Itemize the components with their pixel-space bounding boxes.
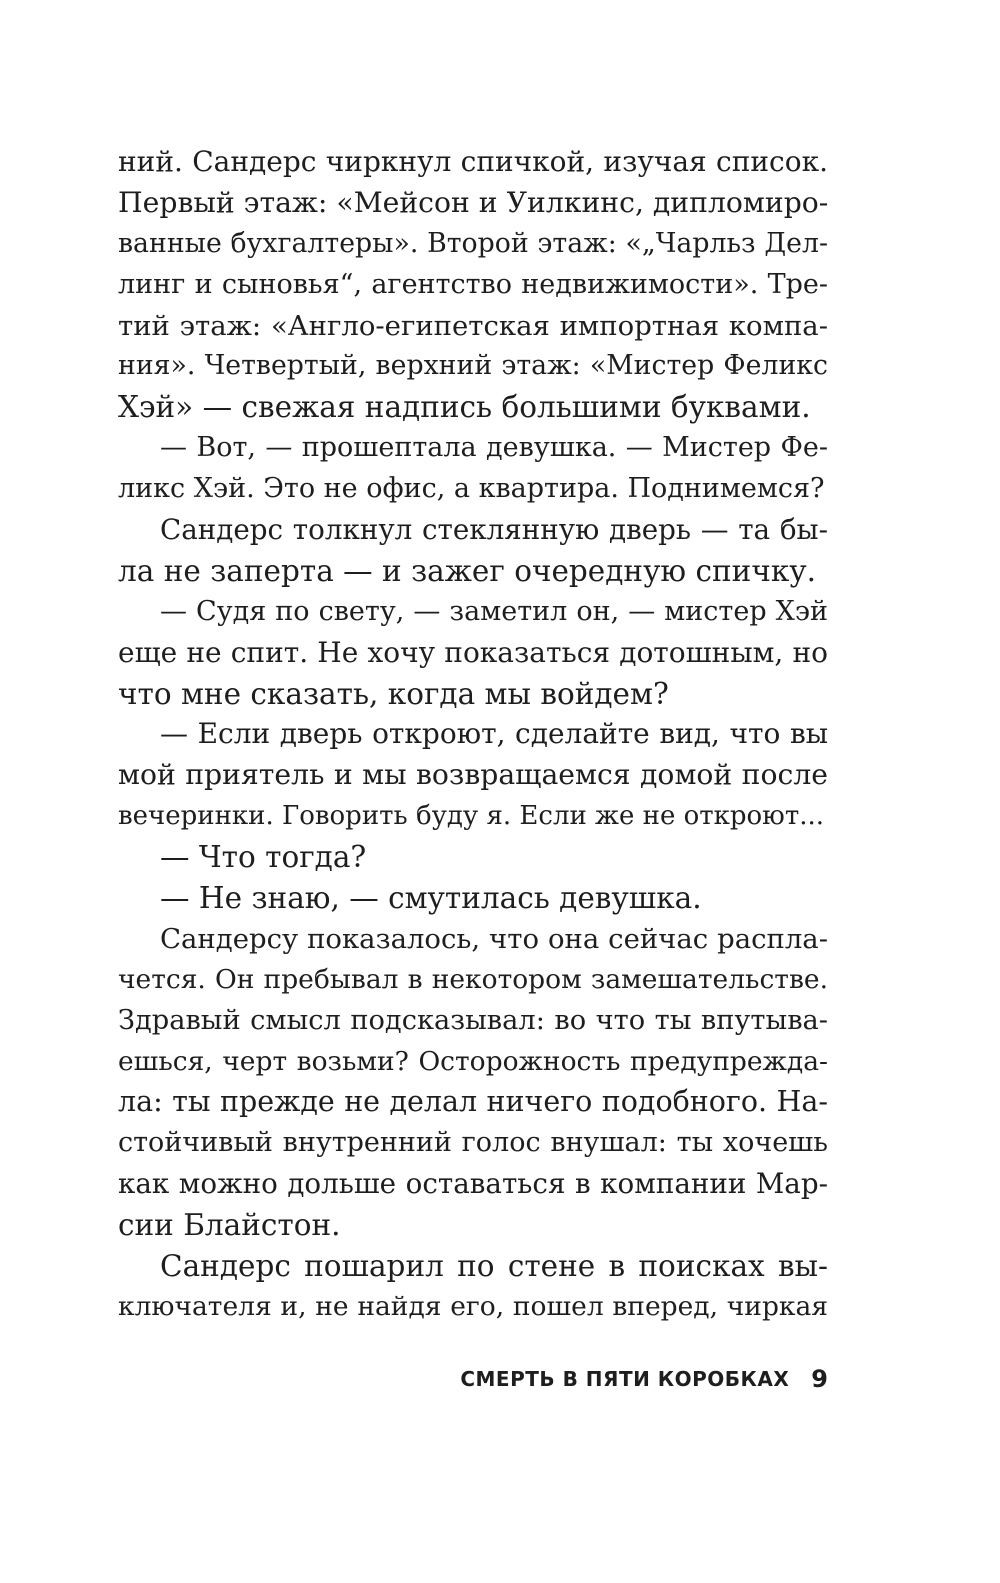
text-line: ешься, черт возьми? Осторожность предупрежда- <box>118 1045 828 1077</box>
text-line: ликс Хэй. Это не офис, а квартира. Поднимемся? <box>118 473 825 505</box>
text-line: сии Блайстон. <box>118 1208 341 1243</box>
text-line: что мне сказать, когда мы войдем? <box>118 676 669 711</box>
text-line: ла не заперта — и зажег очередную спичку. <box>118 553 817 588</box>
text-line: еще не спит. Не хочу показаться дотошным, но <box>118 635 828 669</box>
text-line: — Не знаю, — смутилась девушка. <box>160 881 702 916</box>
page-number: 9 <box>811 1365 828 1393</box>
text-line: ванные бухгалтеры». Второй этаж: «„Чарльз Дел- <box>118 227 828 259</box>
text-line: тий этаж: «Англо-египетская импортная компа- <box>118 309 828 342</box>
text-line: линг и сыновья“, агентство недвижимости». Тре- <box>118 268 828 300</box>
text-line: Сандерс толкнул стеклянную дверь — та бы- <box>160 513 828 547</box>
text-line: ний. Сандерс чиркнул спичкой, изучая список. <box>118 145 828 178</box>
text-line: Хэй» — свежая надпись большими буквами. <box>118 390 811 425</box>
text-line: — Если дверь откроют, сделайте вид, что вы <box>160 717 828 751</box>
running-title: СМЕРТЬ В ПЯТИ КОРОБКАХ <box>460 1367 790 1391</box>
text-line: Здравый смысл подсказывал: во что ты впутыва- <box>118 1004 828 1036</box>
text-line: стойчивый внутренний голос внушал: ты хочешь <box>118 1127 828 1159</box>
text-line: мой приятель и мы возвращаемся домой после <box>118 758 828 792</box>
text-line: чется. Он пребывал в некотором замешательстве. <box>118 963 828 995</box>
text-line: как можно дольше оставаться в компании Мар- <box>118 1167 828 1201</box>
text-line: Первый этаж: «Мейсон и Уилкинс, дипломиро- <box>118 185 829 219</box>
text-line: ключателя и, не найдя его, пошел вперед, чиркая <box>118 1290 828 1322</box>
text-line: — Вот, — прошептала девушка. — Мистер Фе- <box>160 432 828 464</box>
page-footer <box>118 1359 828 1399</box>
text-line: — Что тогда? <box>160 840 367 875</box>
text-line: вечеринки. Говорить буду я. Если же не откроют... <box>118 801 824 832</box>
text-line: Сандерс пошарил по стене в поисках вы- <box>160 1249 828 1284</box>
text-line: Сандерсу показалось, что она сейчас распла- <box>160 922 828 955</box>
text-line: ния». Четвертый, верхний этаж: «Мистер Феликс <box>118 350 828 382</box>
text-line: — Судя по свету, — заметил он, — мистер Хэй <box>160 595 828 627</box>
body-text <box>118 142 828 1328</box>
text-line: ла: ты прежде не делал ничего подобного. На- <box>118 1085 828 1119</box>
